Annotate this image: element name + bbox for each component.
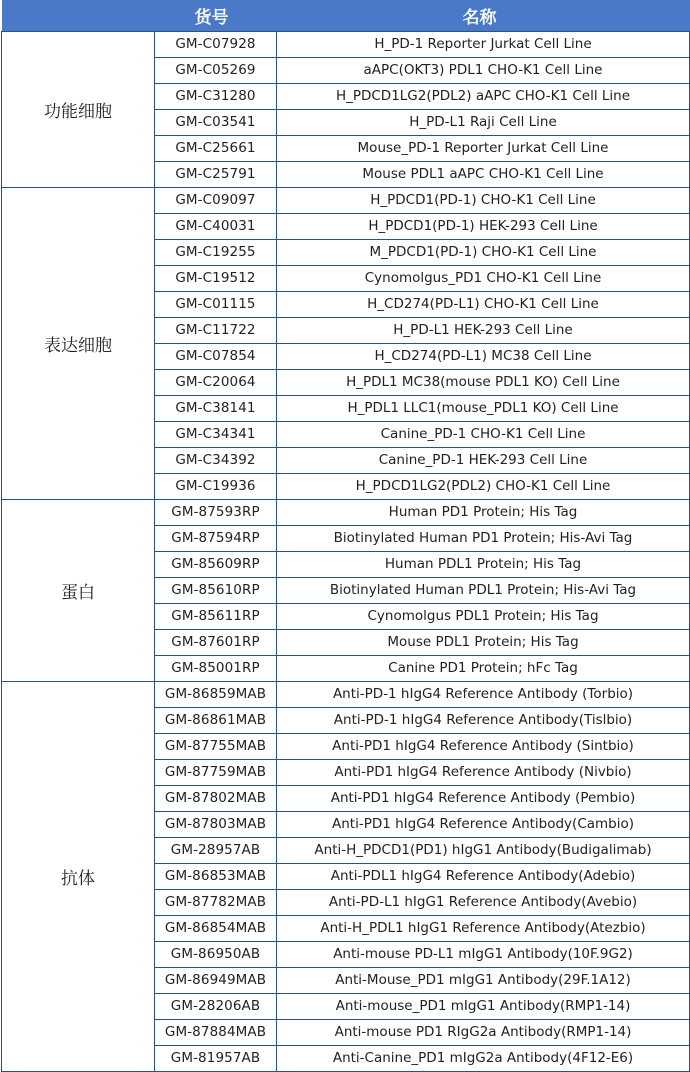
product-code-cell: GM-87759MAB — [155, 759, 277, 785]
product-code-cell: GM-85611RP — [155, 603, 277, 629]
table-header-row — [2, 0, 690, 31]
product-code-cell: GM-C19936 — [155, 473, 277, 499]
table-row — [2, 499, 690, 525]
product-code-cell: GM-87884MAB — [155, 1019, 277, 1045]
product-name-cell: H_PDCD1LG2(PDL2) aAPC CHO-K1 Cell Line — [277, 83, 690, 109]
product-name-cell: Anti-PD-L1 hIgG1 Reference Antibody(Avebio) — [277, 889, 690, 915]
product-name-cell: Mouse PDL1 Protein; His Tag — [277, 629, 690, 655]
product-name-cell: Anti-mouse PD-L1 mIgG1 Antibody(10F.9G2) — [277, 941, 690, 967]
product-name-cell: Cynomolgus_PD1 CHO-K1 Cell Line — [277, 265, 690, 291]
product-code-cell: GM-C09097 — [155, 187, 277, 213]
product-name-cell: H_PDCD1(PD-1) HEK-293 Cell Line — [277, 213, 690, 239]
category-cell: 功能细胞 — [2, 31, 155, 187]
product-code-cell: GM-C25661 — [155, 135, 277, 161]
product-name-cell: Cynomolgus PDL1 Protein; His Tag — [277, 603, 690, 629]
product-code-cell: GM-85609RP — [155, 551, 277, 577]
product-name-cell: Anti-PD1 hIgG4 Reference Antibody (Pembio) — [277, 785, 690, 811]
product-code-cell: GM-C40031 — [155, 213, 277, 239]
table-body — [2, 31, 690, 1071]
product-name-cell: Anti-Canine_PD1 mIgG2a Antibody(4F12-E6) — [277, 1045, 690, 1071]
product-name-cell: Mouse_PD-1 Reporter Jurkat Cell Line — [277, 135, 690, 161]
product-code-cell: GM-86854MAB — [155, 915, 277, 941]
product-code-cell: GM-C19512 — [155, 265, 277, 291]
product-code-cell: GM-C01115 — [155, 291, 277, 317]
product-name-cell: H_PDL1 MC38(mouse PDL1 KO) Cell Line — [277, 369, 690, 395]
product-name-cell: Anti-PDL1 hIgG4 Reference Antibody(Adebio) — [277, 863, 690, 889]
product-code-cell: GM-C25791 — [155, 161, 277, 187]
product-code-cell: GM-28206AB — [155, 993, 277, 1019]
product-code-cell: GM-C03541 — [155, 109, 277, 135]
table-row — [2, 681, 690, 707]
product-name-cell: M_PDCD1(PD-1) CHO-K1 Cell Line — [277, 239, 690, 265]
product-code-cell: GM-28957AB — [155, 837, 277, 863]
product-name-cell: Biotinylated Human PDL1 Protein; His-Avi Tag — [277, 577, 690, 603]
product-name-cell: Anti-Mouse_PD1 mIgG1 Antibody(29F.1A12) — [277, 967, 690, 993]
product-name-cell: Anti-PD1 hIgG4 Reference Antibody(Cambio) — [277, 811, 690, 837]
product-code-cell: GM-87782MAB — [155, 889, 277, 915]
product-name-cell: Anti-H_PDCD1(PD1) hIgG1 Antibody(Budigalimab) — [277, 837, 690, 863]
product-name-cell: Human PDL1 Protein; His Tag — [277, 551, 690, 577]
product-code-cell: GM-86861MAB — [155, 707, 277, 733]
product-name-cell: Canine_PD-1 HEK-293 Cell Line — [277, 447, 690, 473]
product-code-cell: GM-C38141 — [155, 395, 277, 421]
category-cell: 蛋白 — [2, 499, 155, 681]
product-name-cell: Anti-PD1 hIgG4 Reference Antibody (Sintbio) — [277, 733, 690, 759]
product-code-cell: GM-C34392 — [155, 447, 277, 473]
header-name: 名称 — [277, 0, 690, 31]
product-name-cell: Biotinylated Human PD1 Protein; His-Avi Tag — [277, 525, 690, 551]
product-code-cell: GM-85001RP — [155, 655, 277, 681]
product-name-cell: H_PD-L1 Raji Cell Line — [277, 109, 690, 135]
product-code-cell: GM-C07928 — [155, 31, 277, 57]
product-code-cell: GM-87593RP — [155, 499, 277, 525]
product-name-cell: H_CD274(PD-L1) CHO-K1 Cell Line — [277, 291, 690, 317]
product-name-cell: H_PD-L1 HEK-293 Cell Line — [277, 317, 690, 343]
product-name-cell: Anti-mouse PD1 RIgG2a Antibody(RMP1-14) — [277, 1019, 690, 1045]
header-category-cell — [2, 0, 155, 31]
header-code: 货号 — [155, 0, 277, 31]
product-code-cell: GM-81957AB — [155, 1045, 277, 1071]
product-name-cell: Canine PD1 Protein; hFc Tag — [277, 655, 690, 681]
product-name-cell: Anti-PD-1 hIgG4 Reference Antibody(Tislbio) — [277, 707, 690, 733]
product-name-cell: H_PDL1 LLC1(mouse_PDL1 KO) Cell Line — [277, 395, 690, 421]
product-code-cell: GM-87594RP — [155, 525, 277, 551]
category-cell: 表达细胞 — [2, 187, 155, 499]
product-name-cell: Anti-PD1 hIgG4 Reference Antibody (Nivbio) — [277, 759, 690, 785]
product-code-cell: GM-86853MAB — [155, 863, 277, 889]
product-code-cell: GM-C34341 — [155, 421, 277, 447]
product-code-cell: GM-86859MAB — [155, 681, 277, 707]
product-code-cell: GM-C19255 — [155, 239, 277, 265]
product-code-cell: GM-87802MAB — [155, 785, 277, 811]
product-code-cell: GM-86950AB — [155, 941, 277, 967]
product-name-cell: H_CD274(PD-L1) MC38 Cell Line — [277, 343, 690, 369]
product-name-cell: H_PDCD1(PD-1) CHO-K1 Cell Line — [277, 187, 690, 213]
product-code-cell: GM-C20064 — [155, 369, 277, 395]
product-name-cell: Human PD1 Protein; His Tag — [277, 499, 690, 525]
product-name-cell: Canine_PD-1 CHO-K1 Cell Line — [277, 421, 690, 447]
product-code-cell: GM-C07854 — [155, 343, 277, 369]
product-name-cell: Mouse PDL1 aAPC CHO-K1 Cell Line — [277, 161, 690, 187]
product-name-cell: H_PD-1 Reporter Jurkat Cell Line — [277, 31, 690, 57]
product-name-cell: Anti-PD-1 hIgG4 Reference Antibody (Torbio) — [277, 681, 690, 707]
product-code-cell: GM-C11722 — [155, 317, 277, 343]
product-name-cell: H_PDCD1LG2(PDL2) CHO-K1 Cell Line — [277, 473, 690, 499]
product-name-cell: aAPC(OKT3) PDL1 CHO-K1 Cell Line — [277, 57, 690, 83]
product-code-cell: GM-87755MAB — [155, 733, 277, 759]
category-cell: 抗体 — [2, 681, 155, 1071]
table-row — [2, 31, 690, 57]
product-code-cell: GM-C05269 — [155, 57, 277, 83]
product-code-cell: GM-86949MAB — [155, 967, 277, 993]
product-name-cell: Anti-H_PDL1 hIgG1 Reference Antibody(Atezbio) — [277, 915, 690, 941]
product-name-cell: Anti-mouse_PD1 mIgG1 Antibody(RMP1-14) — [277, 993, 690, 1019]
product-code-cell: GM-85610RP — [155, 577, 277, 603]
product-code-cell: GM-87803MAB — [155, 811, 277, 837]
product-code-cell: GM-C31280 — [155, 83, 277, 109]
product-code-cell: GM-87601RP — [155, 629, 277, 655]
product-table — [1, 0, 690, 1072]
table-row — [2, 187, 690, 213]
